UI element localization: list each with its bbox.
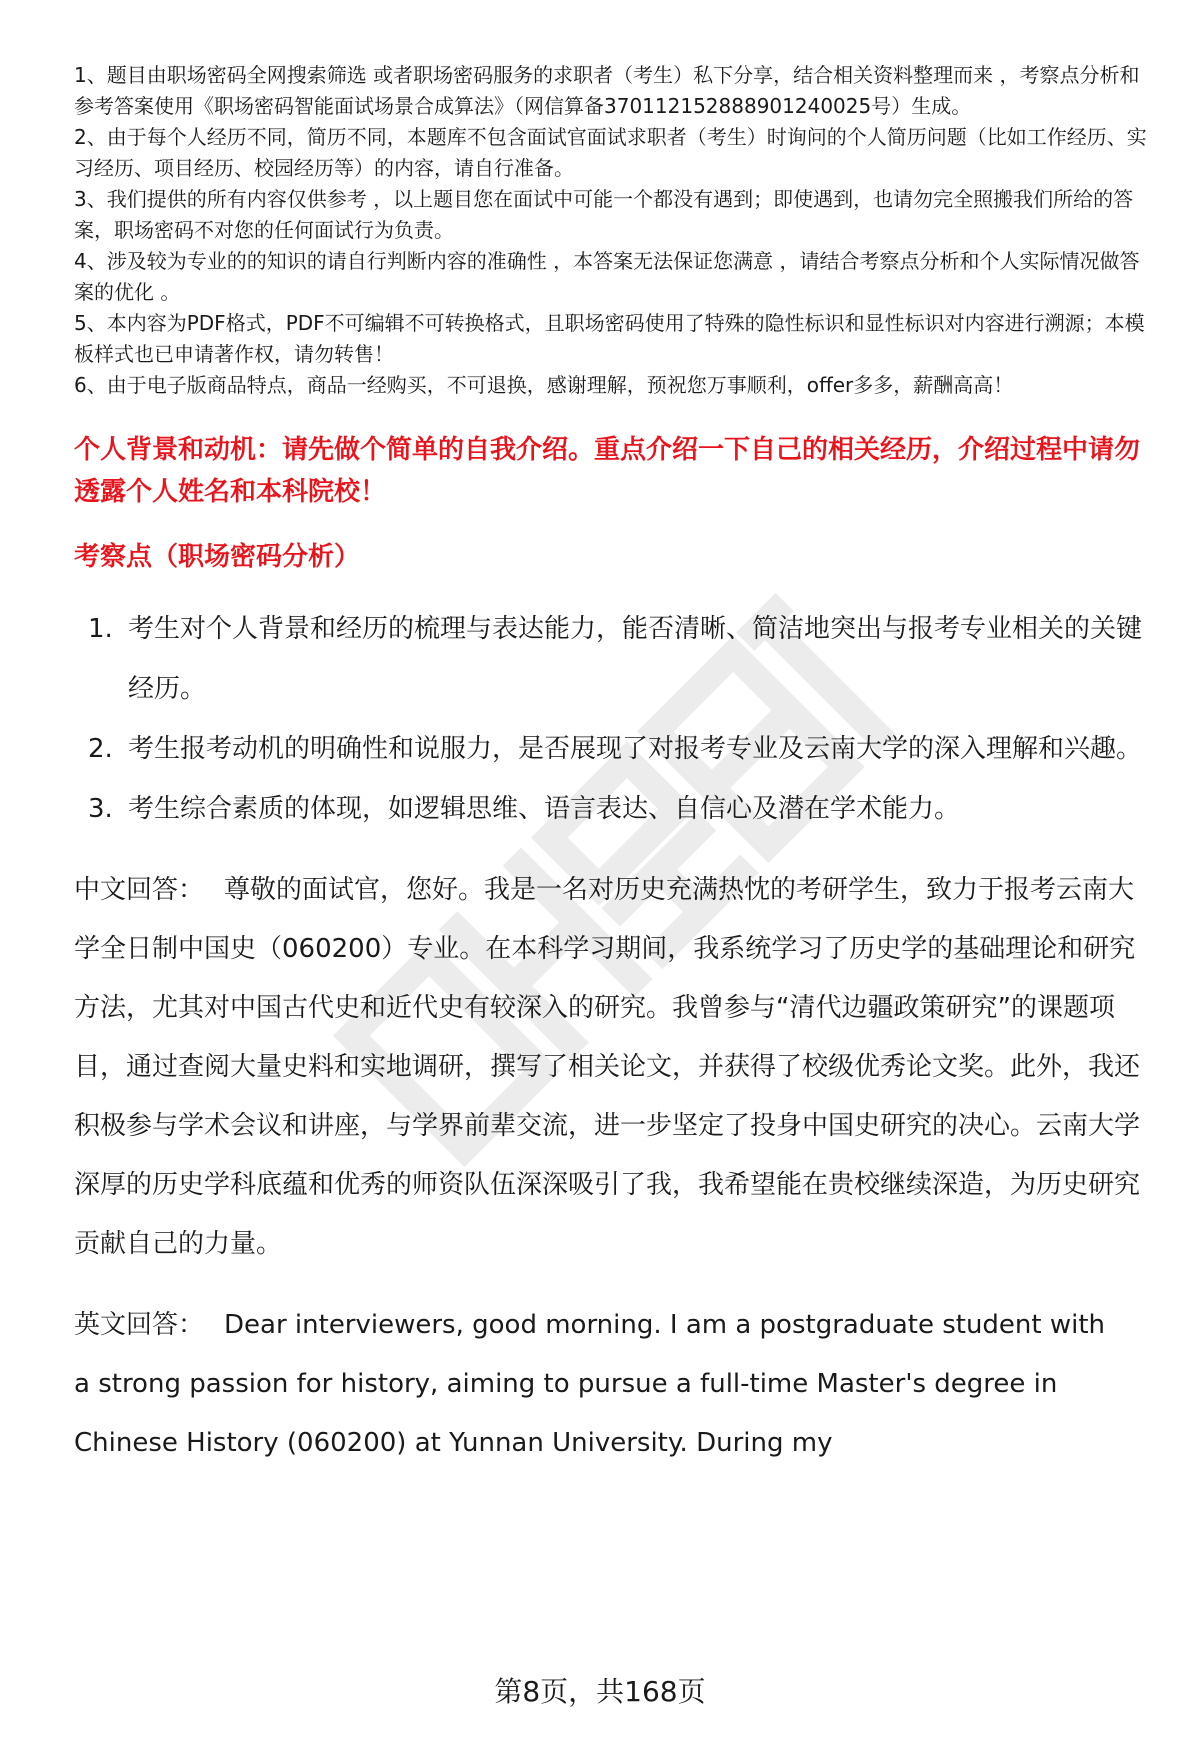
notice-item: 1、题目由职场密码全网搜索筛选 或者职场密码服务的求职者（考生）私下分享，结合相关资料整理而来 ，考察点分析和参考答案使用《职场密码智能面试场景合成算法》（网信算备370112152888901240025号）生成。 — [74, 63, 1140, 118]
analysis-point — [74, 779, 1154, 839]
document-body — [74, 60, 1154, 1473]
chinese-answer-label: 中文回答： — [74, 875, 205, 905]
analysis-points — [74, 599, 1154, 839]
analysis-point — [74, 599, 1154, 719]
point-text: 考生综合素质的体现，如逻辑思维、语言表达、自信心及潜在学术能力。 — [128, 794, 961, 824]
interview-question: 个人背景和动机：请先做个简单的自我介绍。重点介绍一下自己的相关经历，介绍过程中请勿透露个人姓名和本科院校！ — [74, 435, 1141, 507]
notice-item: 3、我们提供的所有内容仅供参考 ，以上题目您在面试中可能一个都没有遇到；即使遇到，也请勿完全照搬我们所给的答案，职场密码不对您的任何面试行为负责。 — [74, 187, 1134, 242]
notice-item: 6、由于电子版商品特点，商品一经购买，不可退换，感谢理解，预祝您万事顺利，offer多多，薪酬高高！ — [74, 373, 1014, 397]
notice-list — [74, 60, 1154, 401]
point-number: 3. — [88, 794, 113, 824]
english-answer-text: Dear interviewers, good morning. I am a postgraduate student with a strong passion for history, aiming to pursue a full-time Master's degree in Chinese History (060200) at Yunnan University. During my — [74, 1310, 1106, 1458]
point-text: 考生报考动机的明确性和说服力，是否展现了对报考专业及云南大学的深入理解和兴趣。 — [128, 734, 1143, 764]
notice-item: 2、由于每个人经历不同，简历不同，本题库不包含面试官面试求职者（考生）时询问的个人简历问题（比如工作经历、实习经历、项目经历、校园经历等）的内容，请自行准备。 — [74, 125, 1147, 180]
point-number: 2. — [88, 734, 113, 764]
point-text: 考生对个人背景和经历的梳理与表达能力，能否清晰、简洁地突出与报考专业相关的关键经历。 — [128, 614, 1143, 704]
chinese-answer-text: 尊敬的面试官，您好。我是一名对历史充满热忱的考研学生，致力于报考云南大学全日制中国史（060200）专业。在本科学习期间，我系统学习了历史学的基础理论和研究方法，尤其对中国古代史和近代史有较深入的研究。我曾参与“清代边疆政策研究”的课题项目，通过查阅大量史料和实地调研，撰写了相关论文，并获得了校级优秀论文奖。此外，我还积极参与学术会议和讲座，与学界前辈交流，进一步坚定了投身中国史研究的决心。云南大学深厚的历史学科底蕴和优秀的师资队伍深深吸引了我，我希望能在贵校继续深造，为历史研究贡献自己的力量。 — [74, 875, 1141, 1259]
point-number: 1. — [88, 614, 113, 644]
english-answer-label: 英文回答： — [74, 1310, 205, 1340]
analysis-heading: 考察点（职场密码分析） — [74, 542, 361, 572]
page-number-footer: 第8页，共168页 — [494, 1675, 706, 1708]
chinese-answer — [74, 861, 1154, 1274]
english-answer — [74, 1296, 1154, 1473]
notice-item: 5、本内容为PDF格式，PDF不可编辑不可转换格式，且职场密码使用了特殊的隐性标识和显性标识对内容进行溯源；本模板样式也已申请著作权，请勿转售！ — [74, 311, 1145, 366]
notice-item: 4、涉及较为专业的的知识的请自行判断内容的准确性 ，本答案无法保证您满意 ，请结合考察点分析和个人实际情况做答案的优化 。 — [74, 249, 1140, 304]
analysis-point — [74, 719, 1154, 779]
